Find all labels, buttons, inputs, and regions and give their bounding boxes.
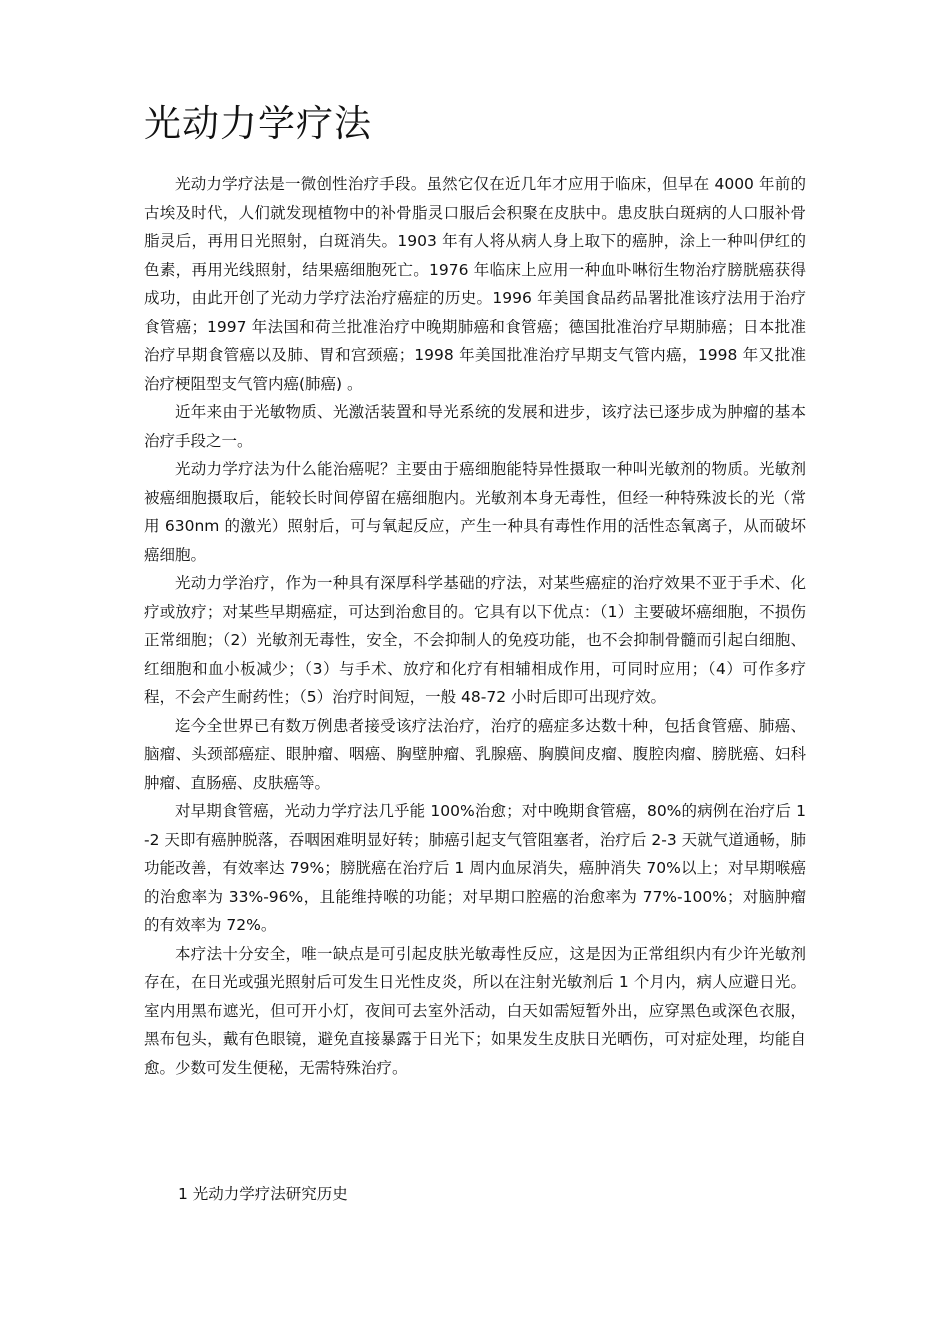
- paragraph-history: 光动力学疗法是一微创性治疗手段。虽然它仅在近几年才应用于临床，但早在 4000 年前的古埃及时代，人们就发现植物中的补骨脂灵口服后会积聚在皮肤中。患皮肤白斑病的人口服补骨脂灵后，再用日光照射，白斑消失。1903 年有人将从病人身上取下的癌肿，涂上一种叫伊红的色素，再用光线照射，结果癌细胞死亡。1976 年临床上应用一种血卟啉衍生物治疗膀胱癌获得成功，由此开创了光动力学疗法治疗癌症的历史。1996 年美国食品药品署批准该疗法用于治疗食管癌；1997 年法国和荷兰批准治疗中晚期肺癌和食管癌；德国批准治疗早期肺癌；日本批准治疗早期食管癌以及肺、胃和宫颈癌；1998 年美国批准治疗早期支气管内癌，1998 年又批准治疗梗阻型支气管内癌(肺癌) 。: [144, 175, 806, 393]
- paragraph-safety: 本疗法十分安全，唯一缺点是可引起皮肤光敏毒性反应，这是因为正常组织内有少许光敏剂存在，在日光或强光照射后可发生日光性皮炎，所以在注射光敏剂后 1 个月内，病人应避日光。室内用黑布遮光，但可开小灯，夜间可去室外活动，白天如需短暂外出，应穿黑色或深色衣服，黑布包头，戴有色眼镜，避免直接暴露于日光下；如果发生皮肤日光晒伤，可对症处理，均能自愈。少数可发生便秘，无需特殊治疗。: [144, 944, 806, 1077]
- section-heading: 1 光动力学疗法研究历史: [178, 1185, 348, 1203]
- paragraph-mechanism: 光动力学疗法为什么能治癌呢？主要由于癌细胞能特异性摄取一种叫光敏剂的物质。光敏剂被癌细胞摄取后，能较长时间停留在癌细胞内。光敏剂本身无毒性，但经一种特殊波长的光（常用 630nm 的激光）照射后，可与氧起反应，产生一种具有毒性作用的活性态氧离子，从而破坏癌细胞。: [144, 460, 806, 564]
- paragraph-efficacy: 对早期食管癌，光动力学疗法几乎能 100%治愈；对中晚期食管癌，80%的病例在治疗后 1-2 天即有癌肿脱落，吞咽困难明显好转；肺癌引起支气管阻塞者，治疗后 2-3 天就气道通畅，肺功能改善，有效率达 79%；膀胱癌在治疗后 1 周内血尿消失，癌肿消失 70%以上；对早期喉癌的治愈率为 33%-96%，且能维持喉的功能；对早期口腔癌的治愈率为 77%-100%；对脑肿瘤的有效率为 72%。: [144, 802, 806, 934]
- document-title: 光动力学疗法: [144, 102, 372, 145]
- paragraph-advantages: 光动力学治疗，作为一种具有深厚科学基础的疗法，对某些癌症的治疗效果不亚于手术、化疗或放疗；对某些早期癌症，可达到治愈目的。它具有以下优点：（1）主要破坏癌细胞，不损伤正常细胞；（2）光敏剂无毒性，安全，不会抑制人的免疫功能，也不会抑制骨髓而引起白细胞、红细胞和血小板减少；（3）与手术、放疗和化疗有相辅相成作用，可同时应用；（4）可作多疗程，不会产生耐药性；（5）治疗时间短，一般 48-72 小时后即可出现疗效。: [144, 574, 806, 706]
- document-body: [144, 170, 806, 1082]
- paragraph-applications: 迄今全世界已有数万例患者接受该疗法治疗，治疗的癌症多达数十种，包括食管癌、肺癌、脑瘤、头颈部癌症、眼肿瘤、咽癌、胸壁肿瘤、乳腺癌、胸膜间皮瘤、腹腔肉瘤、膀胱癌、妇科肿瘤、直肠癌、皮肤癌等。: [144, 716, 806, 792]
- paragraph-development: 近年来由于光敏物质、光激活装置和导光系统的发展和进步，该疗法已逐步成为肿瘤的基本治疗手段之一。: [144, 403, 806, 450]
